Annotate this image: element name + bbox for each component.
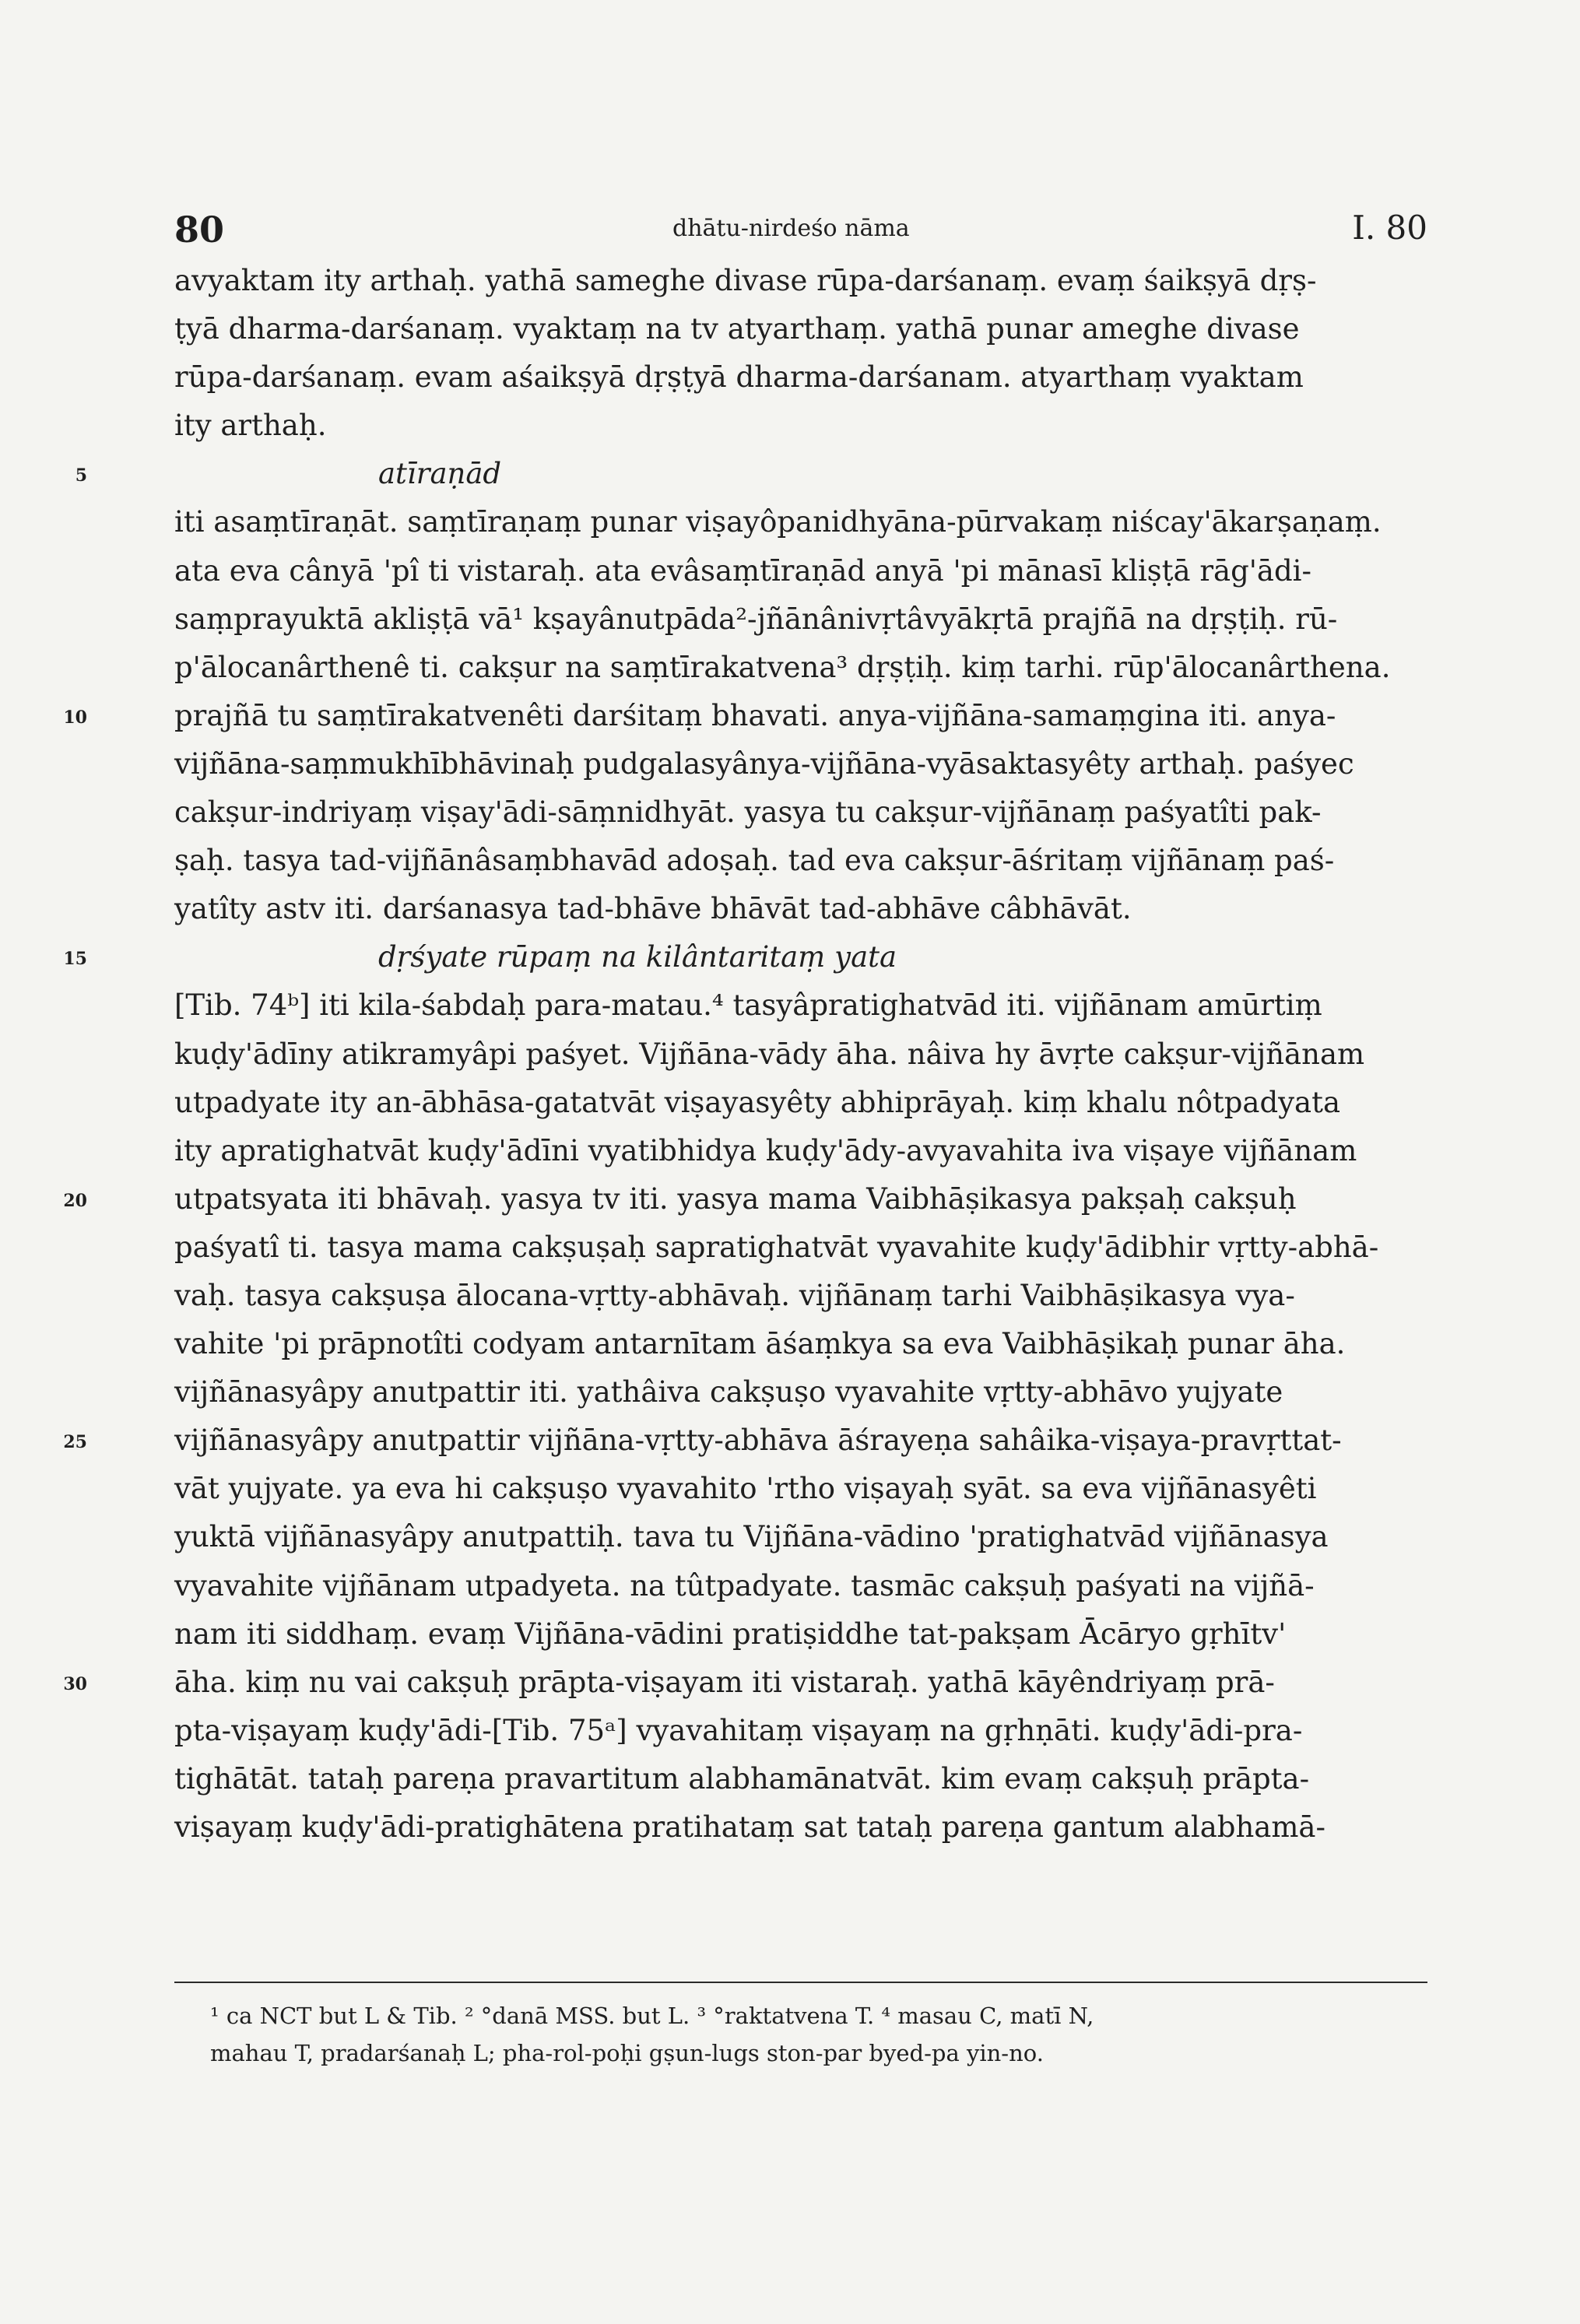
line-text: avyaktam ity arthaḥ. yathā sameghe divase rūpa-darśanaṃ. evaṃ śaikṣyā dṛṣ-	[174, 264, 1317, 297]
text-line	[63, 692, 1427, 740]
line-number: 20	[63, 1190, 87, 1211]
line-text: pta-viṣayaṃ kuḍy'ādi-[Tib. 75ᵃ] vyavahitaṃ viṣayaṃ na gṛhṇāti. kuḍy'ādi-pra-	[174, 1713, 1303, 1747]
text-line	[174, 1707, 1427, 1755]
text-line	[174, 402, 1427, 450]
verse-line	[75, 450, 1427, 498]
line-text: kuḍy'ādīny atikramyâpi paśyet. Vijñāna-vādy āha. nâiva hy āvṛte cakṣur-vijñānam	[174, 1037, 1365, 1071]
text-line	[174, 1272, 1427, 1320]
footnote-line: ¹ ca NCT but L & Tib. ² °danā MSS. but L. ³ °raktatvena T. ⁴ masau C, matī N,	[210, 2003, 1094, 2029]
line-number: 10	[63, 707, 87, 728]
line-text: vāt yujyate. ya eva hi cakṣuṣo vyavahito 'rtho viṣayaḥ syāt. sa eva vijñānasyêti	[174, 1472, 1317, 1506]
line-text: tighātāt. tataḥ pareṇa pravartitum alabhamānatvāt. kim evaṃ cakṣuḥ prāpta-	[174, 1761, 1310, 1796]
text-line	[174, 1803, 1427, 1852]
text-line	[174, 1513, 1427, 1561]
line-text: rūpa-darśanaṃ. evam aśaikṣyā dṛṣṭyā dharma-darśanam. atyarthaṃ vyaktam	[174, 360, 1304, 395]
line-text: atīraṇād	[378, 457, 502, 491]
text-line	[174, 595, 1427, 644]
line-text: iti asaṃtīraṇāt. saṃtīraṇaṃ punar viṣayôpanidhyāna-pūrvakaṃ niścay'ākarṣaṇaṃ.	[174, 505, 1382, 539]
line-text: prajñā tu saṃtīrakatvenêti darśitaṃ bhavati. anya-vijñāna-samaṃgina iti. anya-	[174, 698, 1336, 732]
line-text: utpadyate ity an-ābhāsa-gatatvāt viṣayasyêty abhiprāyaḥ. kiṃ khalu nôtpadyata	[174, 1085, 1341, 1119]
line-text: vijñāna-saṃmukhībhāvinaḥ pudgalasyânya-vijñāna-vyāsaktasyêty arthaḥ. paśyec	[174, 746, 1354, 781]
page-header	[174, 209, 1427, 255]
page-number: 80	[174, 209, 225, 251]
text-line	[174, 498, 1427, 546]
text-line	[63, 1659, 1427, 1707]
text-line	[63, 1175, 1427, 1223]
text-line	[174, 353, 1427, 402]
line-text: saṃprayuktā akliṣṭā vā¹ kṣayânutpāda²-jñānânivṛtâvyākṛtā prajñā na dṛṣṭiḥ. rū-	[174, 602, 1338, 636]
line-text: [Tib. 74ᵇ] iti kila-śabdaḥ para-matau.⁴ tasyâpratighatvād iti. vijñānam amūrtiṃ	[174, 988, 1322, 1023]
line-text: vaḥ. tasya cakṣuṣa ālocana-vṛtty-abhāvaḥ. vijñānaṃ tarhi Vaibhāṣikasya vya-	[174, 1278, 1295, 1312]
text-line	[174, 547, 1427, 595]
line-text: yuktā vijñānasyâpy anutpattiḥ. tava tu Vijñāna-vādino 'pratighatvād vijñānasya	[174, 1520, 1329, 1554]
text-line	[174, 1030, 1427, 1079]
text-line	[174, 1079, 1427, 1127]
line-number: 25	[63, 1432, 87, 1453]
text-line	[174, 1465, 1427, 1513]
line-text: vyavahite vijñānam utpadyeta. na tûtpadyate. tasmāc cakṣuḥ paśyati na vijñā-	[174, 1568, 1315, 1603]
text-line	[174, 1610, 1427, 1659]
line-text: yatîty astv iti. darśanasya tad-bhāve bhāvāt tad-abhāve câbhāvāt.	[174, 892, 1132, 926]
text-line	[174, 837, 1427, 885]
line-text: ṭyā dharma-darśanaṃ. vyaktaṃ na tv atyarthaṃ. yathā punar ameghe divase	[174, 312, 1300, 346]
text-line	[174, 1223, 1427, 1272]
line-number: 15	[63, 949, 87, 970]
text-line	[174, 1320, 1427, 1368]
line-text: cakṣur-indriyaṃ viṣay'ādi-sāṃnidhyāt. yasya tu cakṣur-vijñānaṃ paśyatîti pak-	[174, 795, 1322, 830]
footnote-divider	[174, 1982, 1427, 1983]
main-text	[63, 257, 1427, 1852]
text-line	[174, 257, 1427, 305]
line-text: āha. kiṃ nu vai cakṣuḥ prāpta-viṣayam iti vistaraḥ. yathā kāyêndriyaṃ prā-	[174, 1665, 1275, 1699]
section-number: I. 80	[1352, 209, 1427, 247]
text-line	[174, 1562, 1427, 1610]
verse-line	[63, 933, 1427, 981]
text-line	[63, 1417, 1427, 1465]
footnote-line: mahau T, pradarśanaḥ L; pha-rol-poḥi gṣun-lugs ston-par byed-pa yin-no.	[210, 2040, 1044, 2066]
line-text: vijñānasyâpy anutpattir iti. yathâiva cakṣuṣo vyavahite vṛtty-abhāvo yujyate	[174, 1375, 1283, 1409]
line-number: 30	[63, 1673, 87, 1694]
text-line	[174, 740, 1427, 788]
line-text: vahite 'pi prāpnotîti codyam antarnītam āśaṃkya sa eva Vaibhāṣikaḥ punar āha.	[174, 1327, 1346, 1361]
text-line	[174, 1368, 1427, 1417]
line-text: nam iti siddhaṃ. evaṃ Vijñāna-vādini pratiṣiddhe tat-pakṣam Ācāryo gṛhītv'	[174, 1617, 1287, 1651]
text-line	[174, 305, 1427, 353]
line-number: 5	[75, 465, 87, 486]
text-line	[174, 788, 1427, 837]
line-text: utpatsyata iti bhāvaḥ. yasya tv iti. yasya mama Vaibhāṣikasya pakṣaḥ cakṣuḥ	[174, 1181, 1297, 1216]
line-text: ity arthaḥ.	[174, 409, 327, 443]
line-text: dṛśyate rūpaṃ na kilântaritaṃ yata	[378, 940, 897, 974]
line-text: vijñānasyâpy anutpattir vijñāna-vṛtty-abhāva āśrayeṇa sahâika-viṣaya-pravṛttat-	[174, 1424, 1342, 1458]
text-line	[174, 1755, 1427, 1803]
footnotes	[210, 1997, 1427, 2072]
line-text: ity apratighatvāt kuḍy'ādīni vyatibhidya kuḍy'ādy-avyavahita iva viṣaye vijñānam	[174, 1133, 1357, 1167]
line-text: viṣayaṃ kuḍy'ādi-pratighātena pratihataṃ sat tataḥ pareṇa gantum alabhamā-	[174, 1810, 1325, 1844]
line-text: paśyatî ti. tasya mama cakṣuṣaḥ sapratighatvāt vyavahite kuḍy'ādibhir vṛtty-abhā-	[174, 1230, 1379, 1264]
line-text: ṣaḥ. tasya tad-vijñānâsaṃbhavād adoṣaḥ. tad eva cakṣur-āśritaṃ vijñānaṃ paś-	[174, 844, 1335, 878]
line-text: ata eva cânyā 'pî ti vistaraḥ. ata evâsaṃtīraṇād anyā 'pi mānasī kliṣṭā rāg'ādi-	[174, 553, 1312, 588]
text-line	[174, 1127, 1427, 1175]
text-line	[174, 885, 1427, 933]
line-text: p'ālocanârthenê ti. cakṣur na saṃtīrakatvena³ dṛṣṭiḥ. kiṃ tarhi. rūp'ālocanârthena.	[174, 650, 1391, 684]
running-title: dhātu-nirdeśo nāma	[672, 215, 910, 242]
text-line	[174, 644, 1427, 692]
text-line	[174, 981, 1427, 1030]
